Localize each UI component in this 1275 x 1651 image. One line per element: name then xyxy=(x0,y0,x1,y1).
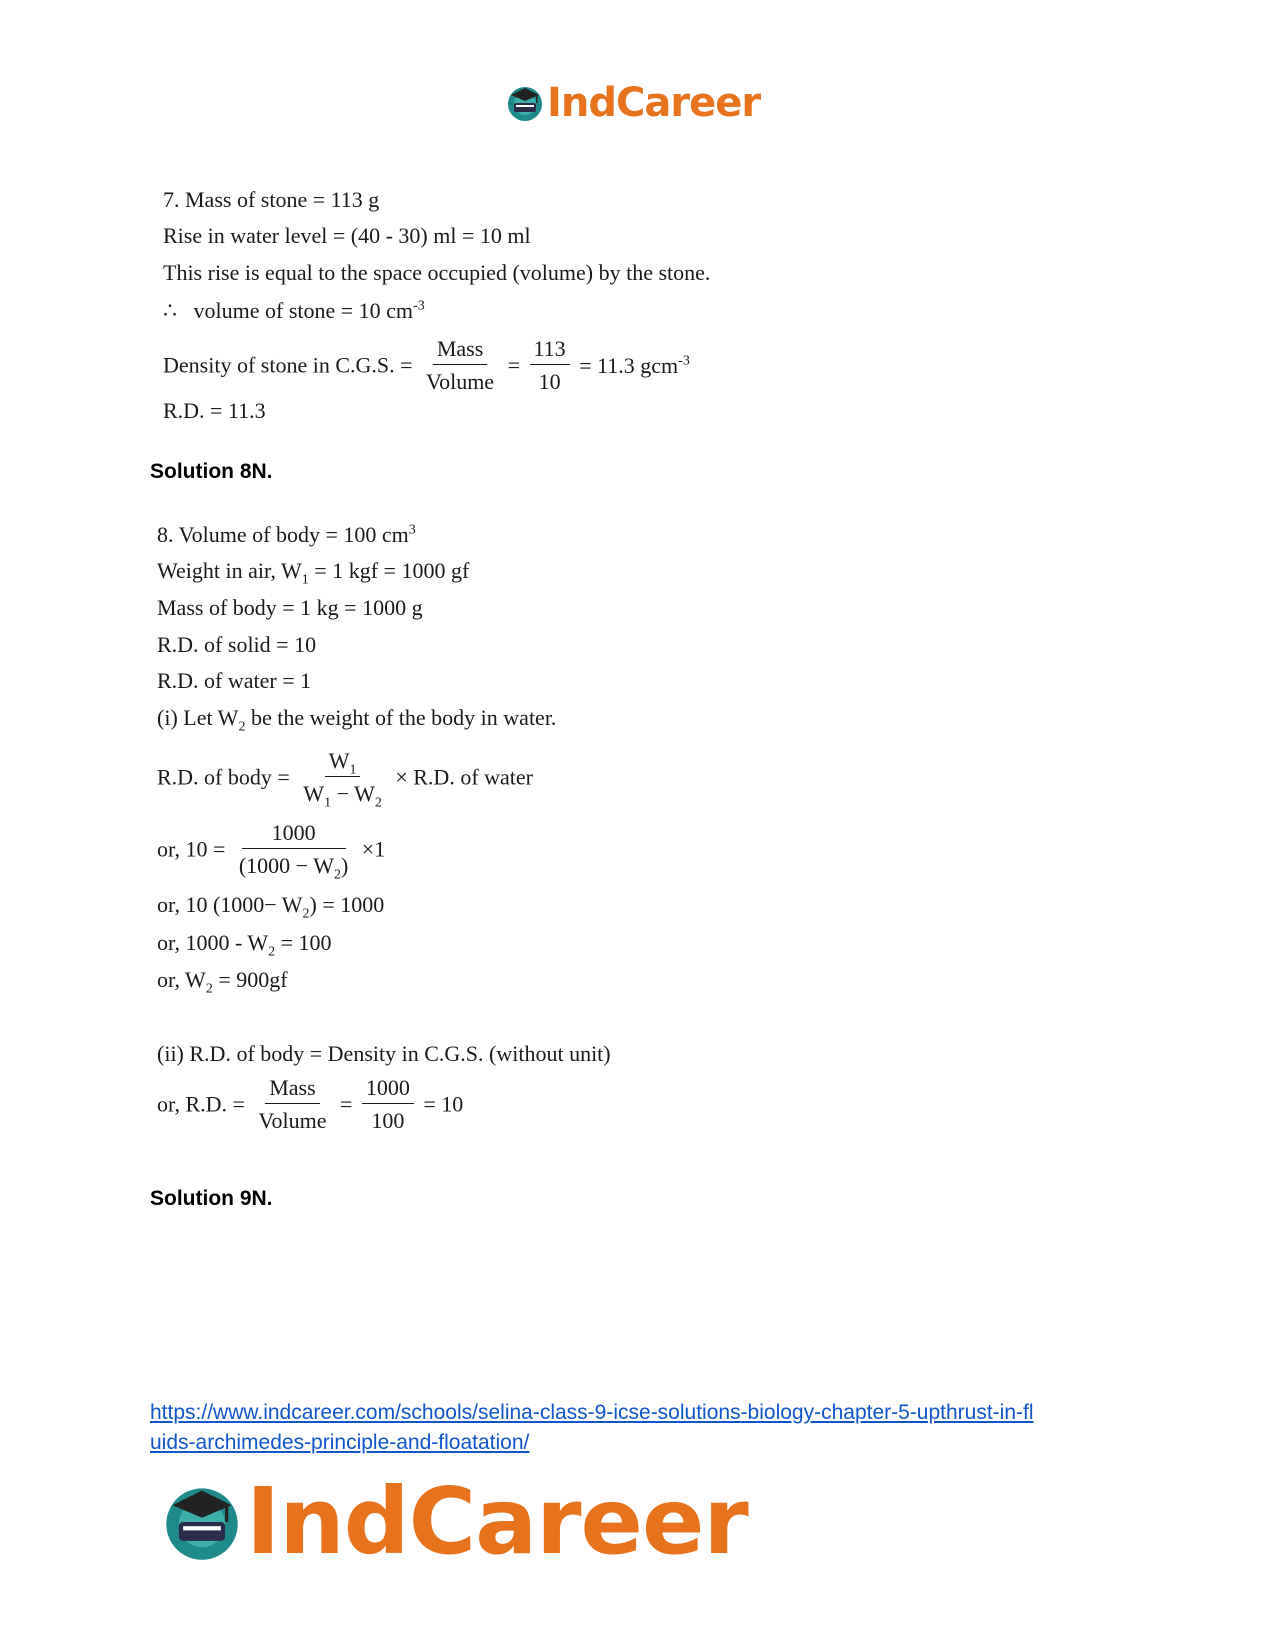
solution-9n-heading: Solution 9N. xyxy=(150,1187,273,1210)
text: be the weight of the body in water. xyxy=(245,705,557,730)
subscript: 1 xyxy=(349,762,357,778)
fraction-mass-volume xyxy=(422,336,498,395)
numerator: Mass xyxy=(433,336,487,365)
times-1: ×1 xyxy=(361,836,386,862)
text: or, W xyxy=(157,967,206,992)
text: or, 10 (1000− W xyxy=(157,892,303,917)
denominator: 100 xyxy=(371,1108,405,1133)
text: = 900gf xyxy=(212,967,288,992)
subscript: 1 xyxy=(324,795,332,811)
graduation-globe-icon xyxy=(505,83,545,123)
sol8-line-13 xyxy=(157,1075,463,1134)
solution-8n-heading: Solution 8N. xyxy=(150,460,273,483)
density-result xyxy=(579,353,690,378)
density-label: Density of stone in C.G.S. = xyxy=(163,352,413,378)
text: W xyxy=(328,748,350,773)
fraction-1000-over-1000-minus-w2 xyxy=(235,820,352,883)
numerator: 1000 xyxy=(242,820,346,849)
subscript: 2 xyxy=(205,981,213,997)
denominator xyxy=(235,849,352,883)
volume-of-stone: volume of stone = 10 cm xyxy=(193,298,414,323)
numerator: Mass xyxy=(265,1075,319,1104)
text: (1000 − W xyxy=(238,853,334,878)
fraction-mass-volume xyxy=(254,1075,330,1134)
sol7-line-3: This rise is equal to the space occupied (volume) by the stone. xyxy=(163,260,711,285)
equals: = xyxy=(339,1091,353,1117)
sol8-line-6 xyxy=(157,705,557,735)
rd-body-label: R.D. of body = xyxy=(157,764,290,790)
sol8-line-3: Mass of body = 1 kg = 1000 g xyxy=(157,595,423,620)
sol8-line-12: (ii) R.D. of body = Density in C.G.S. (without unit) xyxy=(157,1041,611,1066)
or-10-label: or, 10 = xyxy=(157,836,226,862)
times-rd-water: × R.D. of water xyxy=(395,764,533,790)
sol7-line-5 xyxy=(163,336,690,395)
sol8-line-1 xyxy=(157,522,416,548)
numerator: 113 xyxy=(530,336,570,365)
subscript: 2 xyxy=(374,795,382,811)
volume-text: 8. Volume of body = 100 cm xyxy=(157,522,409,547)
text: ) = 1000 xyxy=(309,892,385,917)
url-line-2: uids-archimedes-principle-and-floatation/ xyxy=(150,1431,530,1454)
sol7-line-4 xyxy=(163,298,425,324)
result-text: = 11.3 gcm xyxy=(579,352,679,378)
text: W xyxy=(303,781,325,806)
sol8-line-10 xyxy=(157,930,332,960)
sol8-line-5: R.D. of water = 1 xyxy=(157,668,312,693)
text: = 100 xyxy=(275,930,332,955)
url-line-1: https://www.indcareer.com/schools/selina-class-9-icse-solutions-biology-chapter-5-upthrust-in-fl xyxy=(150,1401,1034,1424)
sol8-line-8 xyxy=(157,820,386,883)
fraction-1000-100 xyxy=(362,1075,414,1134)
exponent: -3 xyxy=(678,353,690,369)
subscript: 2 xyxy=(268,944,276,960)
numerator xyxy=(325,748,361,777)
fraction-113-10 xyxy=(530,336,570,395)
denominator: Volume xyxy=(258,1108,327,1133)
exponent: 3 xyxy=(408,522,416,538)
text: ) xyxy=(340,853,349,878)
text: − W xyxy=(331,781,375,806)
subscript: 2 xyxy=(238,719,246,735)
equals: = xyxy=(507,352,520,378)
sol8-line-2 xyxy=(157,558,470,588)
rd-result: = 10 xyxy=(423,1091,464,1117)
sol8-line-11 xyxy=(157,967,288,997)
footer-logo-text: IndCareer xyxy=(246,1468,748,1575)
sol7-line-1: 7. Mass of stone = 113 g xyxy=(163,187,380,212)
denominator: 10 xyxy=(538,369,561,394)
graduation-globe-icon xyxy=(160,1480,244,1564)
sol7-line-2: Rise in water level = (40 - 30) ml = 10 ml xyxy=(163,223,531,248)
subscript: 2 xyxy=(333,867,341,883)
text: or, 1000 - W xyxy=(157,930,269,955)
sol8-line-7 xyxy=(157,748,533,811)
source-url-link[interactable] xyxy=(150,1398,1130,1458)
sol8-line-4: R.D. of solid = 10 xyxy=(157,632,317,657)
denominator xyxy=(299,777,386,811)
subscript: 2 xyxy=(302,906,310,922)
footer-logo xyxy=(160,1468,748,1575)
header-logo xyxy=(505,80,760,126)
fraction-w1-over-w1-minus-w2 xyxy=(299,748,386,811)
exponent: -3 xyxy=(413,298,425,314)
or-rd-label: or, R.D. = xyxy=(157,1091,245,1117)
text: Weight in air, W xyxy=(157,558,302,583)
text: (i) Let W xyxy=(157,705,239,730)
sol7-line-6: R.D. = 11.3 xyxy=(163,398,266,423)
numerator: 1000 xyxy=(362,1075,414,1104)
denominator: Volume xyxy=(426,369,495,394)
sol8-line-9 xyxy=(157,892,385,922)
subscript: 1 xyxy=(301,572,309,588)
text: = 1 kgf = 1000 gf xyxy=(308,558,470,583)
therefore-symbol: ∴ xyxy=(163,298,177,323)
header-logo-text: IndCareer xyxy=(547,80,761,126)
